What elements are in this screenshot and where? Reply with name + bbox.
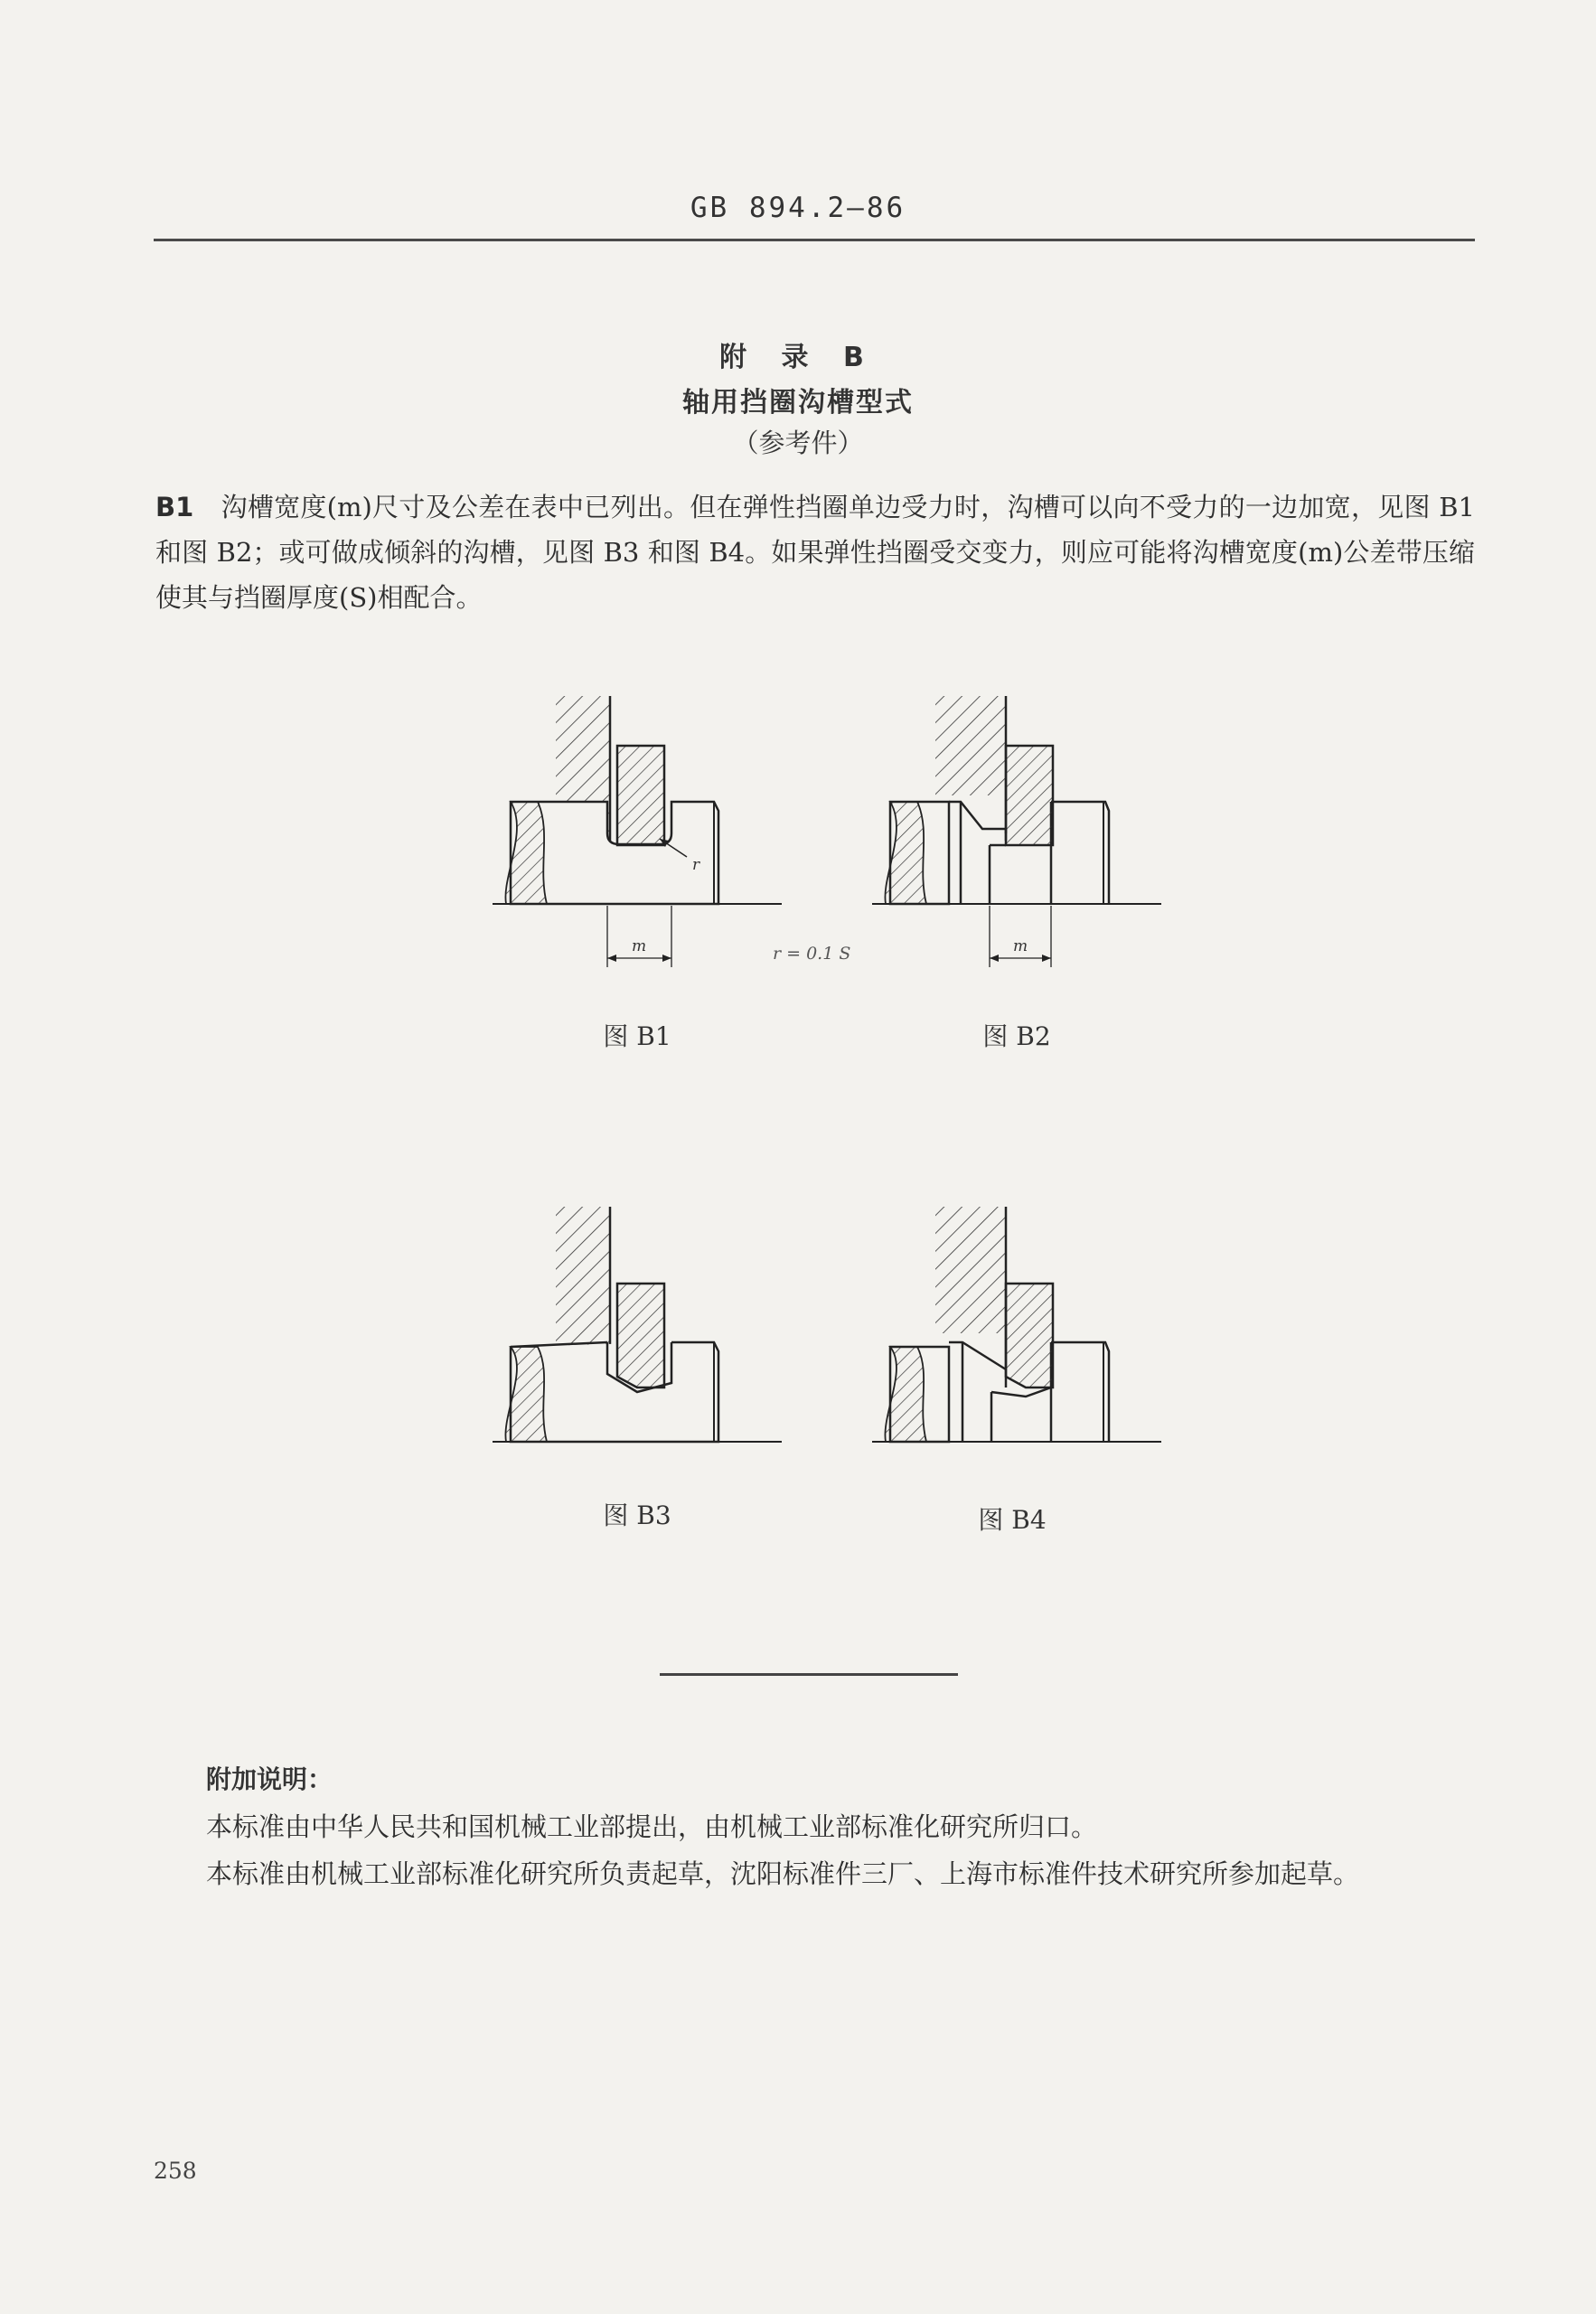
additional-notes-title: 附加说明： bbox=[206, 1764, 333, 1794]
appendix-subtitle: 轴用挡圈沟槽型式 bbox=[682, 387, 914, 419]
b4-shaft bbox=[1051, 1342, 1109, 1442]
additional-note-line-2: 本标准由机械工业部标准化研究所负责起草，沈阳标准件三厂、上海市标准件技术研究所参加起草。 bbox=[206, 1858, 1360, 1889]
radius-formula: r = 0.1 S bbox=[773, 944, 851, 964]
figure-b4-drawing bbox=[872, 1207, 1161, 1496]
caption-b2: 图 B2 bbox=[982, 1021, 1051, 1051]
section-end-rule bbox=[660, 1673, 958, 1676]
appendix-title: 附 录 B bbox=[719, 342, 877, 373]
figure-b3-drawing bbox=[493, 1207, 782, 1496]
b1-radius-label: r bbox=[692, 856, 700, 874]
b1-width-label: m bbox=[631, 937, 647, 955]
additional-note-line-1: 本标准由中华人民共和国机械工业部提出，由机械工业部标准化研究所归口。 bbox=[206, 1811, 1098, 1842]
standard-code: GB 894.2—86 bbox=[690, 192, 906, 224]
caption-b4: 图 B4 bbox=[978, 1505, 1047, 1535]
section-text: 沟槽宽度(m)尺寸及公差在表中已列出。但在弹性挡圈单边受力时，沟槽可以向不受力的一边加宽，见图 B1 和图 B2；或可做成倾斜的沟槽，见图 B3 和图 B4。如果弹性挡圈受交变力，则应可能将沟槽宽度(m)公差带压缩使其与挡圈厚度(S)相配合。 bbox=[155, 492, 1475, 613]
b1-retaining-ring bbox=[617, 746, 664, 845]
caption-b3: 图 B3 bbox=[603, 1500, 671, 1530]
section-number: B1 bbox=[155, 492, 194, 522]
figure-b2-drawing bbox=[872, 696, 1161, 985]
b4-retaining-ring bbox=[1006, 1284, 1053, 1387]
b3-housing-hatch bbox=[556, 1207, 610, 1356]
caption-b1: 图 B1 bbox=[603, 1021, 671, 1051]
appendix-note: （参考件） bbox=[732, 428, 864, 458]
header-divider bbox=[154, 239, 1475, 241]
section-b1-paragraph bbox=[155, 484, 1475, 620]
b3-retaining-ring bbox=[617, 1284, 664, 1387]
b4-housing-hatch bbox=[935, 1207, 1006, 1333]
b2-width-label: m bbox=[1012, 937, 1028, 955]
b2-housing-hatch bbox=[935, 696, 1006, 795]
figure-b1-drawing bbox=[493, 696, 782, 985]
b2-shaft bbox=[1051, 802, 1109, 904]
b2-retaining-ring bbox=[1006, 746, 1053, 845]
page-number: 258 bbox=[154, 2158, 197, 2184]
